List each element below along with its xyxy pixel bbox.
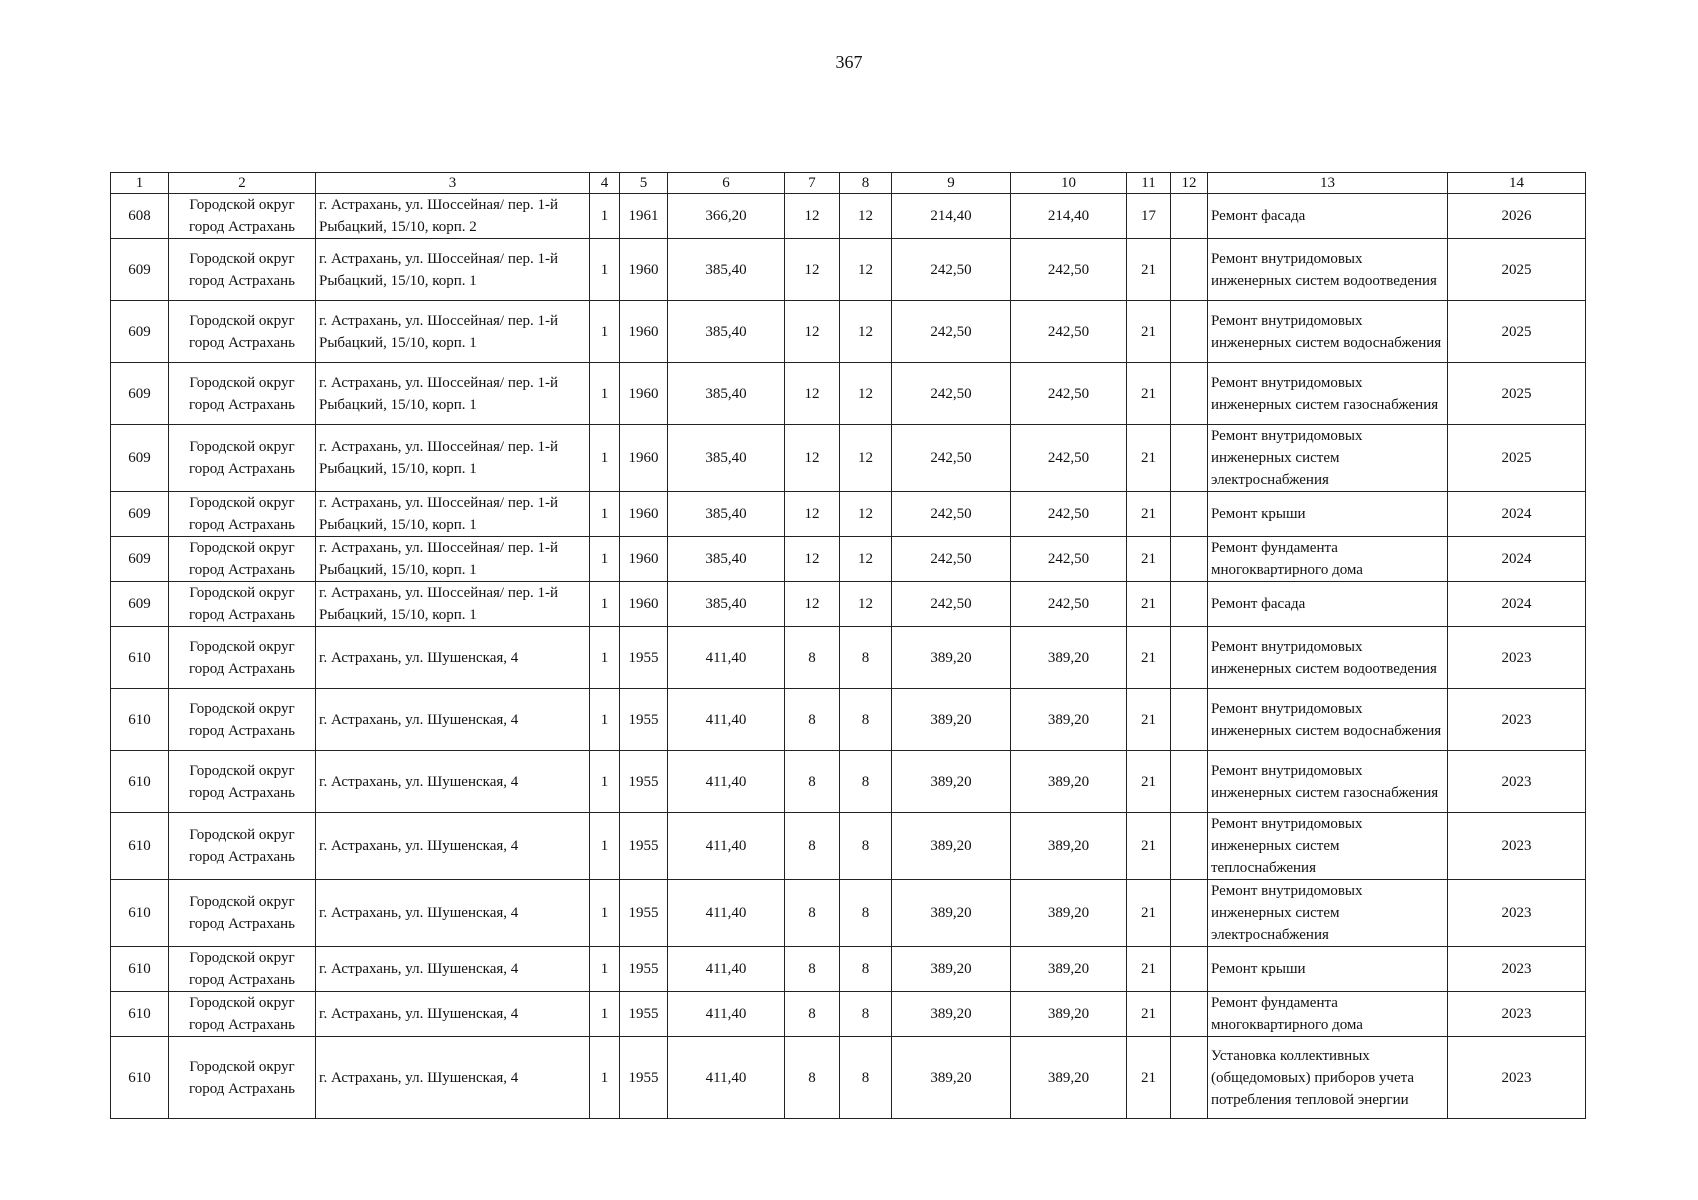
column-header: 5	[620, 173, 668, 194]
table-row	[111, 947, 1586, 992]
col4-cell: 1	[590, 689, 620, 751]
col8-cell: 12	[840, 301, 892, 363]
row-number-cell: 610	[111, 1037, 169, 1119]
col10-cell: 389,20	[1011, 689, 1127, 751]
table-row	[111, 689, 1586, 751]
row-number-cell: 610	[111, 880, 169, 947]
column-header: 1	[111, 173, 169, 194]
table-row	[111, 492, 1586, 537]
row-number-cell: 610	[111, 947, 169, 992]
work-type-cell: Ремонт внутридомовых инженерных систем электроснабжения	[1208, 880, 1448, 947]
work-type-cell: Ремонт фундамента многоквартирного дома	[1208, 537, 1448, 582]
row-number-cell: 609	[111, 239, 169, 301]
col4-cell: 1	[590, 537, 620, 582]
row-number-cell: 609	[111, 363, 169, 425]
col8-cell: 12	[840, 425, 892, 492]
col9-cell: 389,20	[892, 751, 1011, 813]
table-row	[111, 992, 1586, 1037]
address-cell: г. Астрахань, ул. Шоссейная/ пер. 1-й Рыбацкий, 15/10, корп. 1	[316, 492, 590, 537]
col8-cell: 12	[840, 537, 892, 582]
municipality-cell: Городской округ город Астрахань	[169, 947, 316, 992]
col9-cell: 389,20	[892, 813, 1011, 880]
address-cell: г. Астрахань, ул. Шоссейная/ пер. 1-й Рыбацкий, 15/10, корп. 1	[316, 582, 590, 627]
year-built-cell: 1960	[620, 301, 668, 363]
work-type-cell: Ремонт фасада	[1208, 194, 1448, 239]
col7-cell: 12	[785, 239, 840, 301]
col11-cell: 21	[1127, 425, 1171, 492]
table-row	[111, 239, 1586, 301]
col11-cell: 21	[1127, 992, 1171, 1037]
column-header: 3	[316, 173, 590, 194]
area-cell: 411,40	[668, 813, 785, 880]
col10-cell: 242,50	[1011, 492, 1127, 537]
col7-cell: 8	[785, 880, 840, 947]
row-number-cell: 608	[111, 194, 169, 239]
year-built-cell: 1960	[620, 582, 668, 627]
col12-cell	[1171, 880, 1208, 947]
col10-cell: 389,20	[1011, 880, 1127, 947]
column-header: 7	[785, 173, 840, 194]
col8-cell: 12	[840, 363, 892, 425]
col9-cell: 389,20	[892, 947, 1011, 992]
address-cell: г. Астрахань, ул. Шушенская, 4	[316, 813, 590, 880]
repair-program-table	[110, 172, 1586, 1119]
col9-cell: 242,50	[892, 301, 1011, 363]
row-number-cell: 610	[111, 689, 169, 751]
address-cell: г. Астрахань, ул. Шоссейная/ пер. 1-й Рыбацкий, 15/10, корп. 1	[316, 239, 590, 301]
column-header: 9	[892, 173, 1011, 194]
row-number-cell: 609	[111, 425, 169, 492]
col12-cell	[1171, 239, 1208, 301]
col8-cell: 8	[840, 751, 892, 813]
planned-year-cell: 2025	[1448, 301, 1586, 363]
row-number-cell: 610	[111, 627, 169, 689]
table-row	[111, 1037, 1586, 1119]
col12-cell	[1171, 492, 1208, 537]
year-built-cell: 1960	[620, 492, 668, 537]
col7-cell: 8	[785, 813, 840, 880]
table-row	[111, 813, 1586, 880]
work-type-cell: Установка коллективных (общедомовых) приборов учета потребления тепловой энергии	[1208, 1037, 1448, 1119]
col7-cell: 12	[785, 194, 840, 239]
col10-cell: 389,20	[1011, 751, 1127, 813]
address-cell: г. Астрахань, ул. Шоссейная/ пер. 1-й Рыбацкий, 15/10, корп. 1	[316, 363, 590, 425]
address-cell: г. Астрахань, ул. Шушенская, 4	[316, 689, 590, 751]
year-built-cell: 1955	[620, 880, 668, 947]
address-cell: г. Астрахань, ул. Шоссейная/ пер. 1-й Рыбацкий, 15/10, корп. 1	[316, 301, 590, 363]
municipality-cell: Городской округ город Астрахань	[169, 992, 316, 1037]
year-built-cell: 1955	[620, 813, 668, 880]
col9-cell: 214,40	[892, 194, 1011, 239]
col9-cell: 389,20	[892, 992, 1011, 1037]
column-number-row	[111, 173, 1586, 194]
col4-cell: 1	[590, 301, 620, 363]
municipality-cell: Городской округ город Астрахань	[169, 813, 316, 880]
col12-cell	[1171, 947, 1208, 992]
column-header: 4	[590, 173, 620, 194]
planned-year-cell: 2023	[1448, 751, 1586, 813]
row-number-cell: 609	[111, 492, 169, 537]
col8-cell: 12	[840, 492, 892, 537]
address-cell: г. Астрахань, ул. Шушенская, 4	[316, 880, 590, 947]
col10-cell: 389,20	[1011, 992, 1127, 1037]
municipality-cell: Городской округ город Астрахань	[169, 627, 316, 689]
work-type-cell: Ремонт внутридомовых инженерных систем водоотведения	[1208, 239, 1448, 301]
planned-year-cell: 2024	[1448, 492, 1586, 537]
col4-cell: 1	[590, 880, 620, 947]
col10-cell: 389,20	[1011, 627, 1127, 689]
municipality-cell: Городской округ город Астрахань	[169, 1037, 316, 1119]
col7-cell: 12	[785, 425, 840, 492]
col8-cell: 12	[840, 239, 892, 301]
table-row	[111, 537, 1586, 582]
row-number-cell: 609	[111, 301, 169, 363]
col11-cell: 21	[1127, 947, 1171, 992]
col11-cell: 21	[1127, 689, 1171, 751]
municipality-cell: Городской округ город Астрахань	[169, 425, 316, 492]
col9-cell: 389,20	[892, 880, 1011, 947]
planned-year-cell: 2023	[1448, 947, 1586, 992]
area-cell: 385,40	[668, 537, 785, 582]
planned-year-cell: 2024	[1448, 537, 1586, 582]
col9-cell: 389,20	[892, 627, 1011, 689]
col8-cell: 8	[840, 689, 892, 751]
col4-cell: 1	[590, 582, 620, 627]
col12-cell	[1171, 813, 1208, 880]
col4-cell: 1	[590, 813, 620, 880]
col8-cell: 8	[840, 947, 892, 992]
col10-cell: 242,50	[1011, 301, 1127, 363]
planned-year-cell: 2026	[1448, 194, 1586, 239]
planned-year-cell: 2023	[1448, 1037, 1586, 1119]
work-type-cell: Ремонт крыши	[1208, 492, 1448, 537]
area-cell: 411,40	[668, 1037, 785, 1119]
area-cell: 385,40	[668, 582, 785, 627]
col8-cell: 8	[840, 1037, 892, 1119]
col7-cell: 12	[785, 582, 840, 627]
col7-cell: 8	[785, 627, 840, 689]
planned-year-cell: 2025	[1448, 425, 1586, 492]
column-header: 11	[1127, 173, 1171, 194]
area-cell: 385,40	[668, 492, 785, 537]
col7-cell: 12	[785, 537, 840, 582]
area-cell: 411,40	[668, 751, 785, 813]
municipality-cell: Городской округ город Астрахань	[169, 751, 316, 813]
col12-cell	[1171, 992, 1208, 1037]
planned-year-cell: 2023	[1448, 627, 1586, 689]
col9-cell: 242,50	[892, 537, 1011, 582]
col12-cell	[1171, 689, 1208, 751]
col7-cell: 8	[785, 992, 840, 1037]
row-number-cell: 610	[111, 813, 169, 880]
col10-cell: 242,50	[1011, 425, 1127, 492]
address-cell: г. Астрахань, ул. Шушенская, 4	[316, 992, 590, 1037]
col11-cell: 21	[1127, 492, 1171, 537]
area-cell: 385,40	[668, 301, 785, 363]
area-cell: 385,40	[668, 239, 785, 301]
area-cell: 411,40	[668, 947, 785, 992]
col7-cell: 8	[785, 689, 840, 751]
planned-year-cell: 2025	[1448, 363, 1586, 425]
column-header: 2	[169, 173, 316, 194]
work-type-cell: Ремонт фасада	[1208, 582, 1448, 627]
address-cell: г. Астрахань, ул. Шоссейная/ пер. 1-й Рыбацкий, 15/10, корп. 1	[316, 537, 590, 582]
area-cell: 411,40	[668, 992, 785, 1037]
col9-cell: 389,20	[892, 1037, 1011, 1119]
col7-cell: 8	[785, 1037, 840, 1119]
work-type-cell: Ремонт внутридомовых инженерных систем водоотведения	[1208, 627, 1448, 689]
col10-cell: 242,50	[1011, 239, 1127, 301]
work-type-cell: Ремонт внутридомовых инженерных систем водоснабжения	[1208, 689, 1448, 751]
area-cell: 385,40	[668, 425, 785, 492]
year-built-cell: 1961	[620, 194, 668, 239]
col10-cell: 214,40	[1011, 194, 1127, 239]
col11-cell: 21	[1127, 813, 1171, 880]
year-built-cell: 1955	[620, 751, 668, 813]
row-number-cell: 609	[111, 537, 169, 582]
table-row	[111, 582, 1586, 627]
table-row	[111, 425, 1586, 492]
col9-cell: 242,50	[892, 492, 1011, 537]
col12-cell	[1171, 425, 1208, 492]
column-header: 10	[1011, 173, 1127, 194]
col7-cell: 8	[785, 947, 840, 992]
municipality-cell: Городской округ город Астрахань	[169, 194, 316, 239]
year-built-cell: 1955	[620, 689, 668, 751]
col4-cell: 1	[590, 751, 620, 813]
col8-cell: 8	[840, 627, 892, 689]
col8-cell: 12	[840, 194, 892, 239]
table-row	[111, 194, 1586, 239]
municipality-cell: Городской округ город Астрахань	[169, 880, 316, 947]
year-built-cell: 1960	[620, 425, 668, 492]
address-cell: г. Астрахань, ул. Шушенская, 4	[316, 627, 590, 689]
table-row	[111, 627, 1586, 689]
year-built-cell: 1955	[620, 1037, 668, 1119]
row-number-cell: 609	[111, 582, 169, 627]
col12-cell	[1171, 1037, 1208, 1119]
municipality-cell: Городской округ город Астрахань	[169, 301, 316, 363]
row-number-cell: 610	[111, 751, 169, 813]
col4-cell: 1	[590, 363, 620, 425]
address-cell: г. Астрахань, ул. Шушенская, 4	[316, 1037, 590, 1119]
year-built-cell: 1955	[620, 627, 668, 689]
work-type-cell: Ремонт фундамента многоквартирного дома	[1208, 992, 1448, 1037]
planned-year-cell: 2023	[1448, 689, 1586, 751]
col9-cell: 242,50	[892, 425, 1011, 492]
planned-year-cell: 2025	[1448, 239, 1586, 301]
work-type-cell: Ремонт внутридомовых инженерных систем газоснабжения	[1208, 751, 1448, 813]
col8-cell: 8	[840, 992, 892, 1037]
col11-cell: 21	[1127, 582, 1171, 627]
col4-cell: 1	[590, 492, 620, 537]
address-cell: г. Астрахань, ул. Шоссейная/ пер. 1-й Рыбацкий, 15/10, корп. 1	[316, 425, 590, 492]
municipality-cell: Городской округ город Астрахань	[169, 582, 316, 627]
col7-cell: 12	[785, 492, 840, 537]
column-header: 8	[840, 173, 892, 194]
municipality-cell: Городской округ город Астрахань	[169, 239, 316, 301]
col4-cell: 1	[590, 992, 620, 1037]
year-built-cell: 1955	[620, 947, 668, 992]
col4-cell: 1	[590, 239, 620, 301]
area-cell: 385,40	[668, 363, 785, 425]
col11-cell: 21	[1127, 627, 1171, 689]
area-cell: 366,20	[668, 194, 785, 239]
work-type-cell: Ремонт внутридомовых инженерных систем газоснабжения	[1208, 363, 1448, 425]
col12-cell	[1171, 751, 1208, 813]
municipality-cell: Городской округ город Астрахань	[169, 363, 316, 425]
work-type-cell: Ремонт внутридомовых инженерных систем водоснабжения	[1208, 301, 1448, 363]
column-header: 14	[1448, 173, 1586, 194]
col10-cell: 242,50	[1011, 363, 1127, 425]
work-type-cell: Ремонт крыши	[1208, 947, 1448, 992]
col8-cell: 12	[840, 582, 892, 627]
col8-cell: 8	[840, 813, 892, 880]
col4-cell: 1	[590, 425, 620, 492]
planned-year-cell: 2023	[1448, 992, 1586, 1037]
col11-cell: 21	[1127, 537, 1171, 582]
table-row	[111, 301, 1586, 363]
col10-cell: 389,20	[1011, 813, 1127, 880]
col10-cell: 242,50	[1011, 582, 1127, 627]
col4-cell: 1	[590, 627, 620, 689]
col11-cell: 21	[1127, 363, 1171, 425]
col11-cell: 17	[1127, 194, 1171, 239]
year-built-cell: 1960	[620, 239, 668, 301]
area-cell: 411,40	[668, 880, 785, 947]
col4-cell: 1	[590, 947, 620, 992]
col11-cell: 21	[1127, 880, 1171, 947]
planned-year-cell: 2024	[1448, 582, 1586, 627]
table-row	[111, 751, 1586, 813]
area-cell: 411,40	[668, 689, 785, 751]
col7-cell: 12	[785, 301, 840, 363]
col10-cell: 389,20	[1011, 947, 1127, 992]
col4-cell: 1	[590, 1037, 620, 1119]
address-cell: г. Астрахань, ул. Шоссейная/ пер. 1-й Рыбацкий, 15/10, корп. 2	[316, 194, 590, 239]
col12-cell	[1171, 194, 1208, 239]
year-built-cell: 1960	[620, 363, 668, 425]
area-cell: 411,40	[668, 627, 785, 689]
planned-year-cell: 2023	[1448, 880, 1586, 947]
column-header: 12	[1171, 173, 1208, 194]
address-cell: г. Астрахань, ул. Шушенская, 4	[316, 947, 590, 992]
col10-cell: 389,20	[1011, 1037, 1127, 1119]
col9-cell: 242,50	[892, 363, 1011, 425]
year-built-cell: 1960	[620, 537, 668, 582]
col10-cell: 242,50	[1011, 537, 1127, 582]
col12-cell	[1171, 363, 1208, 425]
col9-cell: 242,50	[892, 582, 1011, 627]
work-type-cell: Ремонт внутридомовых инженерных систем электроснабжения	[1208, 425, 1448, 492]
col11-cell: 21	[1127, 751, 1171, 813]
municipality-cell: Городской округ город Астрахань	[169, 537, 316, 582]
row-number-cell: 610	[111, 992, 169, 1037]
col9-cell: 242,50	[892, 239, 1011, 301]
col12-cell	[1171, 301, 1208, 363]
page-number: 367	[835, 52, 863, 72]
municipality-cell: Городской округ город Астрахань	[169, 689, 316, 751]
col11-cell: 21	[1127, 1037, 1171, 1119]
work-type-cell: Ремонт внутридомовых инженерных систем теплоснабжения	[1208, 813, 1448, 880]
year-built-cell: 1955	[620, 992, 668, 1037]
col12-cell	[1171, 582, 1208, 627]
col9-cell: 389,20	[892, 689, 1011, 751]
col11-cell: 21	[1127, 239, 1171, 301]
col12-cell	[1171, 627, 1208, 689]
table-row	[111, 363, 1586, 425]
municipality-cell: Городской округ город Астрахань	[169, 492, 316, 537]
col12-cell	[1171, 537, 1208, 582]
col7-cell: 12	[785, 363, 840, 425]
column-header: 6	[668, 173, 785, 194]
planned-year-cell: 2023	[1448, 813, 1586, 880]
col7-cell: 8	[785, 751, 840, 813]
address-cell: г. Астрахань, ул. Шушенская, 4	[316, 751, 590, 813]
col11-cell: 21	[1127, 301, 1171, 363]
table-row	[111, 880, 1586, 947]
column-header: 13	[1208, 173, 1448, 194]
col4-cell: 1	[590, 194, 620, 239]
col8-cell: 8	[840, 880, 892, 947]
